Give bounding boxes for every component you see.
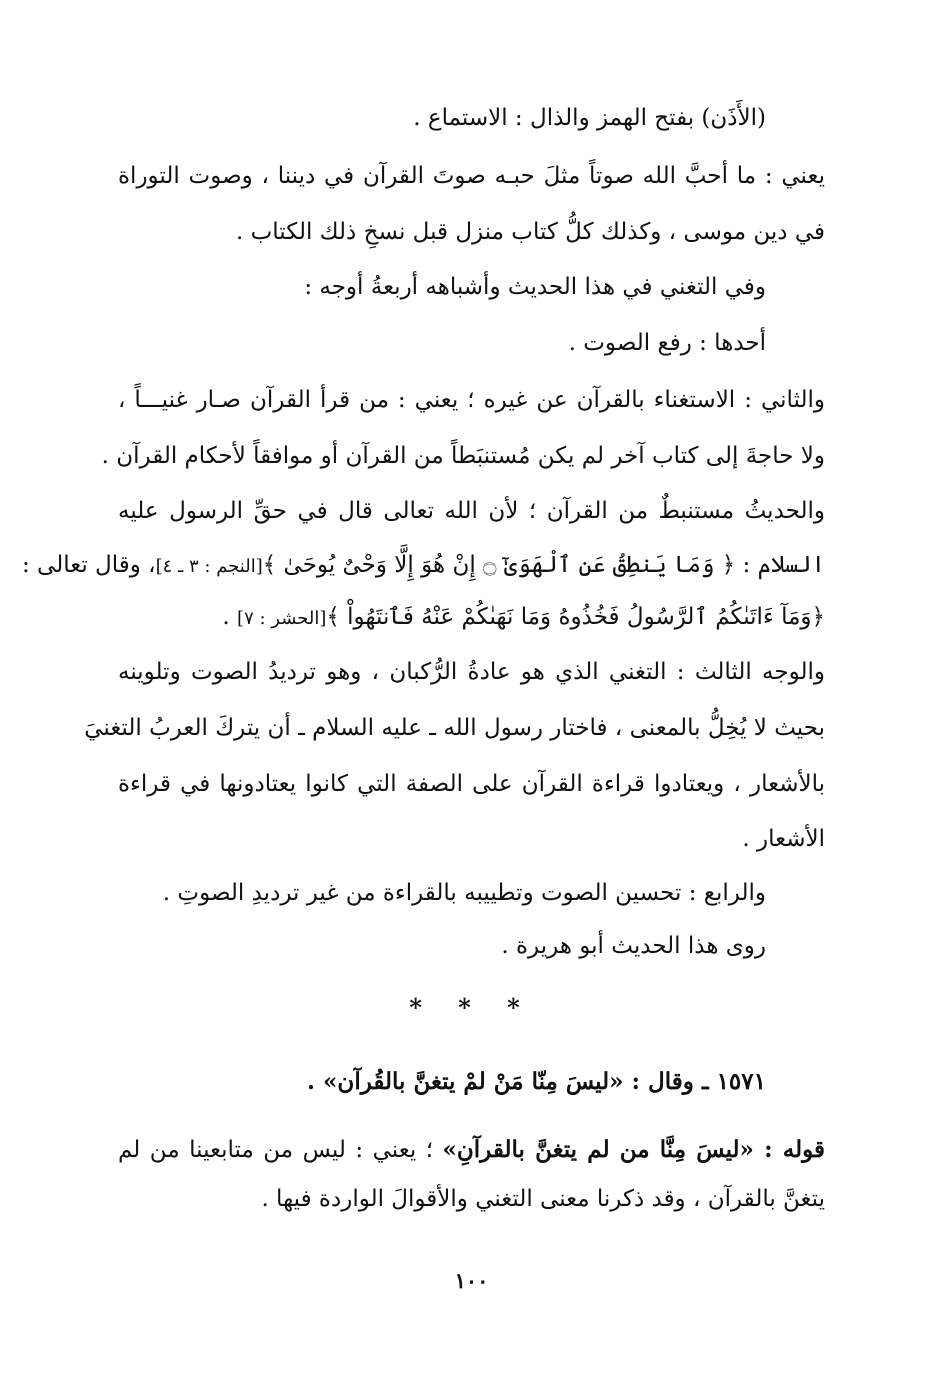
verse-reference: [النجم : ٣ ـ ٤] [155, 556, 263, 577]
commentary-line [118, 1133, 825, 1167]
paragraph-line: وفي التغني في هذا الحديث وأشباهه أربعةُ أوجه : [304, 274, 766, 300]
section-separator: * * * [409, 993, 534, 1022]
paragraph-line: والثاني : الاستغناء بالقرآن عن غيره ؛ يعني : من قرأ القرآن صـار غنيـــاً ، [118, 387, 825, 413]
verse-continuation: ، وقال تعالى : [21, 552, 156, 578]
verse-text: السلام : ﴿ وَمَا يَنطِقُ عَنِ ٱلْهَوَىٰٓ ۝ إِنْ هُوَ إِلَّا وَحْىٌ يُوحَىٰ ﴾ [262, 552, 825, 578]
verse-text: ﴿وَمَآ ءَاتَىٰكُمُ ٱلرَّسُولُ فَخُذُوهُ وَمَا نَهَىٰكُمْ عَنْهُ فَٱنتَهُواْ ﴾ [326, 604, 825, 630]
paragraph-line: بحيث لا يُخِلُّ بالمعنى ، فاختار رسول الله ـ عليه السلام ـ أن يتركَ العربُ التغنيَ [84, 715, 825, 741]
page-number: ١٠٠ [454, 1268, 489, 1293]
paragraph-line: في دين موسى ، وكذلك كلُّ كتاب منزل قبل نسخِ ذلك الكتاب . [236, 219, 825, 245]
paragraph-line: والوجه الثالث : التغني الذي هو عادةُ الرُّكبان ، وهو ترديدُ الصوت وتلوينه [118, 659, 825, 685]
commentary-line: يتغنَّ بالقرآن ، وقد ذكرنا معنى التغني والأقوالَ الواردة فيها . [261, 1186, 825, 1212]
quran-verse-line [222, 600, 825, 636]
paragraph-line: (الأَذَن) بفتح الهمز والذال : الاستماع . [413, 105, 766, 131]
paragraph-line: بالأشعار ، ويعتادوا قراءة القرآن على الصفة التي كانوا يعتادونها في قراءة [118, 771, 825, 797]
commentary-text: ؛ يعني : ليس من متابعينا من لم [118, 1137, 443, 1163]
verse-end: . [222, 604, 238, 630]
paragraph-line: والحديثُ مستنبطٌ من القرآن ؛ لأن الله تعالى قال في حقِّ الرسول عليه [118, 498, 825, 524]
paragraph-line: روى هذا الحديث أبو هريرة . [501, 933, 766, 959]
verse-reference: [الحشر : ٧] [237, 608, 327, 629]
commentary-quote: قوله : «ليسَ مِنَّا من لم يتغنَّ بالقرآنِ» [442, 1136, 825, 1163]
paragraph-line: يعني : ما أحبَّ الله صوتاً مثلَ حبـه صوتَ القرآن في ديننا ، وصوت التوراة [118, 163, 825, 189]
paragraph-line: ولا حاجةَ إلى كتاب آخر لم يكن مُستنبَطاً من القرآن أو موافقاً لأحكام القرآن . [101, 443, 825, 469]
paragraph-line: أحدها : رفع الصوت . [568, 330, 766, 356]
paragraph-line: الأشعار . [742, 826, 825, 852]
paragraph-line: والرابع : تحسين الصوت وتطييبه بالقراءة من غير ترديدِ الصوتِ . [162, 880, 766, 906]
quran-verse-line [21, 548, 825, 584]
hadith-heading: ١٥٧١ ـ وقال : «ليسَ مِنّا مَنْ لمْ يتغنَّ بالقُرآن» . [307, 1068, 766, 1095]
